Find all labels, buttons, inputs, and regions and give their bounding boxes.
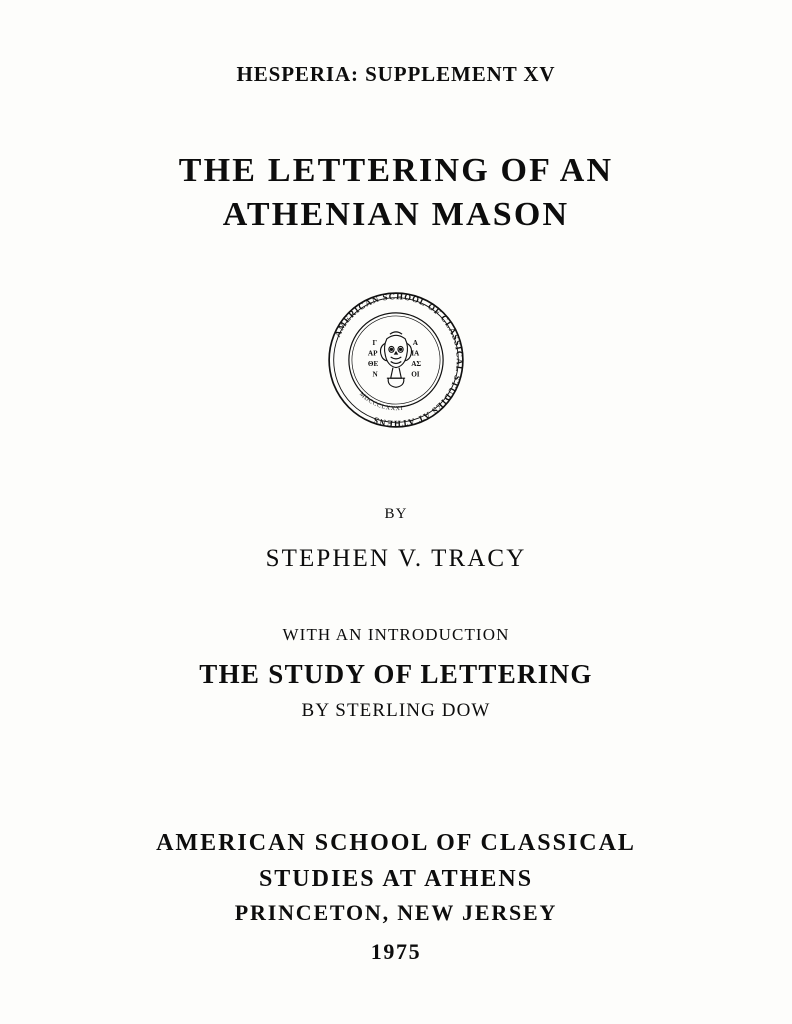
seal-letter-nu: N	[372, 370, 378, 379]
introduction-block	[199, 625, 592, 722]
publisher-line-1: AMERICAN SCHOOL OF CLASSICAL	[156, 830, 636, 857]
introduction-label: WITH AN INTRODUCTION	[282, 625, 510, 645]
by-label: BY	[384, 506, 408, 523]
page-title	[179, 149, 613, 236]
svg-text:MDCCCLXXXI: MDCCCLXXXI	[358, 391, 404, 413]
publisher-block	[156, 826, 636, 968]
publisher-line-2: STUDIES AT ATHENS	[258, 865, 534, 892]
svg-text:AMERICAN SCHOOL OF CLASSICAL S: AMERICAN SCHOOL OF CLASSICAL STUDIES AT ATHENS	[332, 291, 465, 429]
seal-letter-gamma: Γ	[372, 338, 378, 347]
introduction-title: THE STUDY OF LETTERING	[199, 659, 593, 690]
seal-letter-alpha: A	[412, 338, 418, 347]
seal-letter-ap: AP	[367, 349, 378, 358]
publisher-location: PRINCETON, NEW JERSEY	[234, 900, 558, 926]
seal-container	[320, 284, 472, 436]
publication-year: 1975	[370, 938, 422, 964]
seal-letter-the: ΘE	[367, 360, 379, 369]
author-block	[266, 506, 527, 573]
seal-letter-oi: OI	[411, 370, 420, 379]
seal-letter-ia: IA	[411, 349, 420, 358]
title-line-1: THE LETTERING OF AN	[178, 152, 614, 189]
seal-letter-as: AΣ	[411, 360, 422, 369]
title-line-2: ATHENIAN MASON	[222, 195, 570, 233]
introduction-author: BY STERLING DOW	[301, 700, 491, 722]
series-line: HESPERIA: SUPPLEMENT XV	[236, 62, 556, 86]
author-name: STEPHEN V. TRACY	[265, 545, 527, 573]
school-seal-icon	[320, 284, 472, 436]
